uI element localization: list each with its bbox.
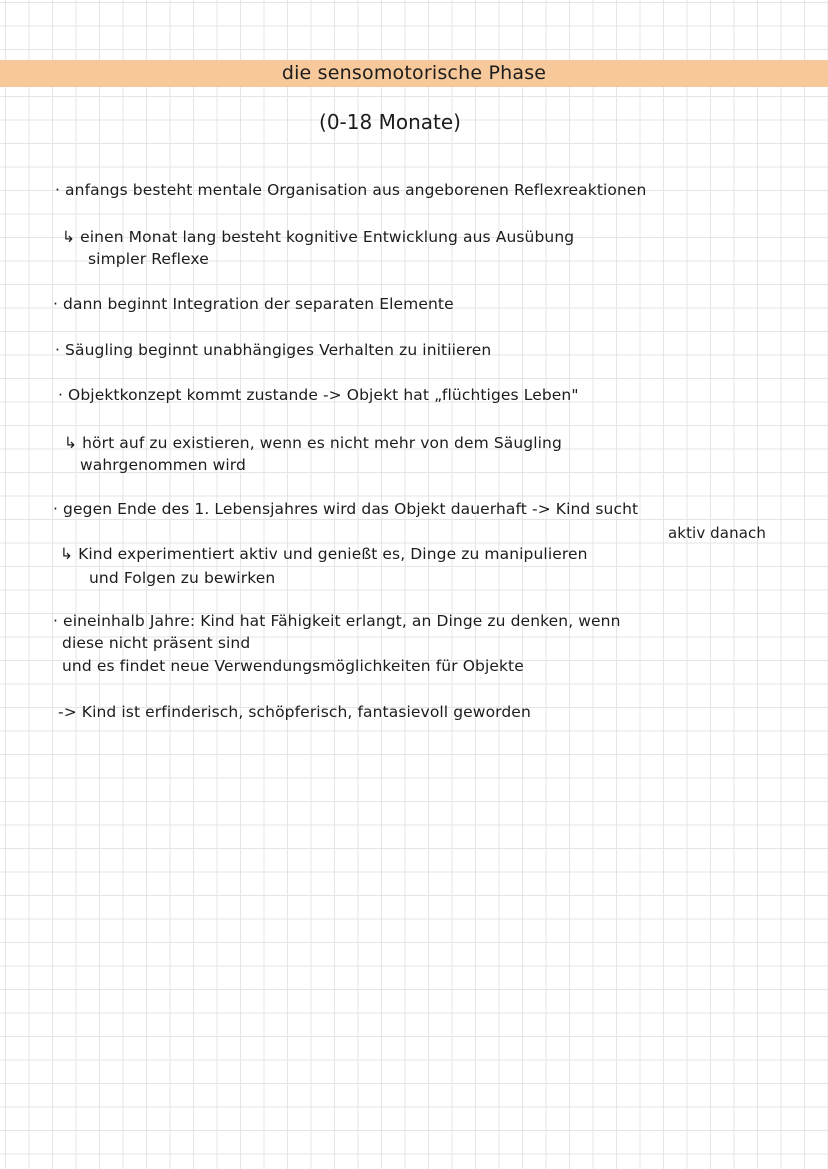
note-line: wahrgenommen wird [80,456,246,474]
note-line: diese nicht präsent sind [62,634,251,652]
note-line: und Folgen zu bewirken [89,569,276,587]
note-line: ↳ hört auf zu existieren, wenn es nicht mehr von dem Säugling [64,434,562,452]
note-line: ↳ einen Monat lang besteht kognitive Entwicklung aus Ausübung [62,228,575,246]
page-title: die sensomotorische Phase [281,62,547,84]
note-line: · Objektkonzept kommt zustande -> Objekt hat „flüchtiges Leben" [58,386,579,404]
note-line: und es findet neue Verwendungsmöglichkeiten für Objekte [62,657,524,675]
note-line: · anfangs besteht mentale Organisation aus angeborenen Reflexreaktionen [55,181,647,199]
note-line: · gegen Ende des 1. Lebensjahres wird das Objekt dauerhaft -> Kind sucht [53,500,639,518]
note-line: ↳ Kind experimentiert aktiv und genießt es, Dinge zu manipulieren [60,545,588,563]
note-line: · eineinhalb Jahre: Kind hat Fähigkeit erlangt, an Dinge zu denken, wenn [53,612,621,630]
note-line: · dann beginnt Integration der separaten Elemente [53,295,454,313]
note-line: simpler Reflexe [88,250,209,268]
page-subtitle: (0-18 Monate) [319,110,461,134]
note-line: · Säugling beginnt unabhängiges Verhalten zu initiieren [55,341,492,359]
note-line: -> Kind ist erfinderisch, schöpferisch, fantasievoll geworden [58,703,531,721]
note-line: aktiv danach [668,524,766,542]
